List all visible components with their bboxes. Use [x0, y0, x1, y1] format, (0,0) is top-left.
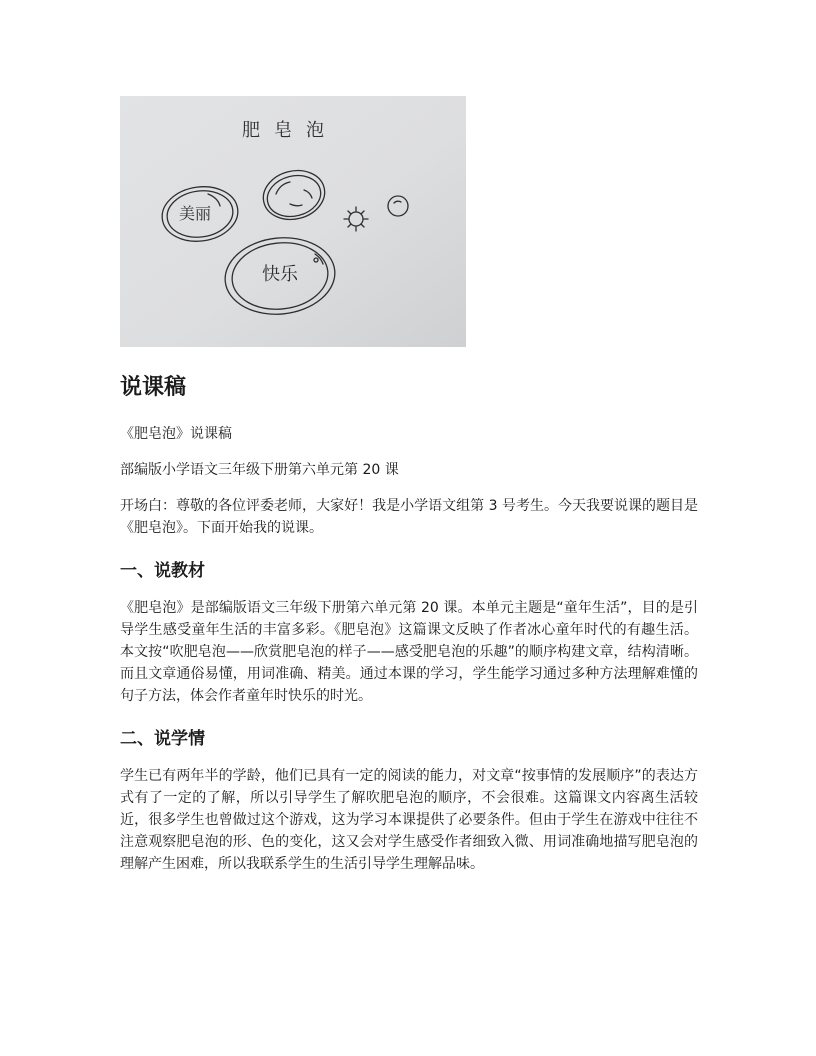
document-title: 说课稿 — [120, 375, 187, 400]
section-heading-textbook: 一、说教材 — [120, 561, 205, 581]
bubble-label-left: 美丽 — [178, 204, 212, 223]
section-heading-students: 二、说学情 — [120, 729, 205, 749]
soap-bubble-sketch-image — [120, 96, 466, 347]
course-info: 部编版小学语文三年级下册第六单元第 20 课 — [120, 462, 399, 478]
section-body-students: 学生已有两年半的学龄，他们已具有一定的阅读的能力，对文章“按事情的发展顺序”的表达方式有了一定的了解，所以引导学生了解吹肥皂泡的顺序，不会很难。这篇课文内容离生活较近，很多学生也曾做过这个游戏，这为学习本课提供了必要条件。但由于学生在游戏中往往不注意观察肥皂泡的形、色的变化，这又会对学生感受作者细致入微、用词准确地描写肥皂泡的理解产生困难，所以我联系学生的生活引导学生理解品味。 — [120, 768, 698, 872]
section-body-textbook: 《肥皂泡》是部编版语文三年级下册第六单元第 20 课。本单元主题是“童年生活”，目的是引导学生感受童年生活的丰富多彩。《肥皂泡》这篇课文反映了作者冰心童年时代的有趣生活。本文按“吹肥皂泡——欣赏肥皂泡的样子——感受肥皂泡的乐趣”的顺序构建文章，结构清晰。而且文章通俗易懂，用词准确、精美。通过本课的学习，学生能学习通过多种方法理解难懂的句子方法，体会作者童年时快乐的时光。 — [120, 600, 698, 704]
document-subtitle: 《肥皂泡》说课稿 — [120, 426, 232, 442]
sketch-title: 肥皂泡 — [242, 120, 338, 141]
bubble-label-bottom: 快乐 — [262, 264, 298, 285]
document-page — [120, 96, 698, 875]
opening-paragraph: 开场白：尊敬的各位评委老师，大家好！我是小学语文组第 3 号考生。今天我要说课的题目是《肥皂泡》。下面开始我的说课。 — [120, 498, 698, 536]
